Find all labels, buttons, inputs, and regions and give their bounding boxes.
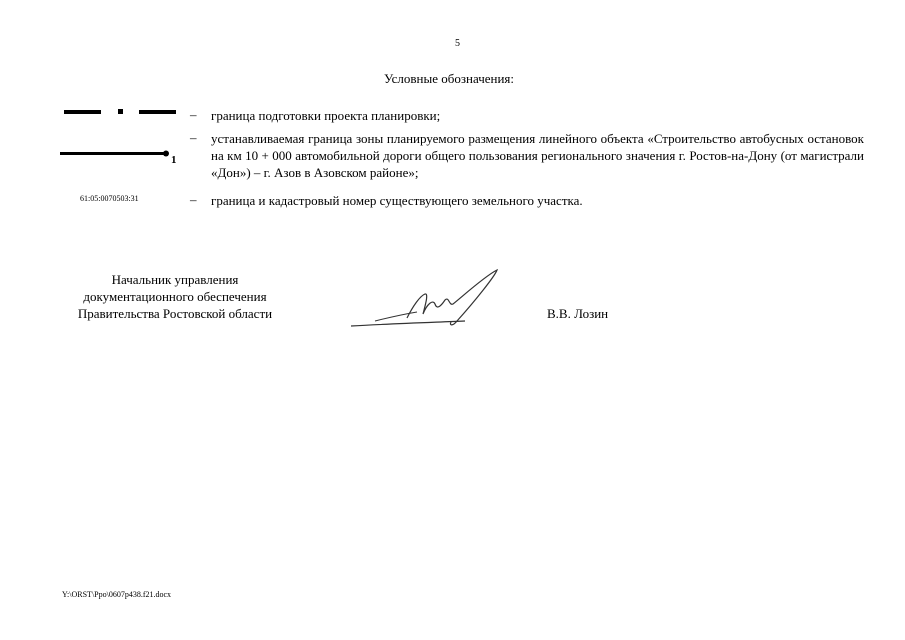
file-path: Y:\ORST\Ppo\0607p438.f21.docx [62,590,172,599]
legend-text-placement-zone: устанавливаемая граница зоны планируемого размещения линейного объекта «Строительство автобусных остановок на км 10 + 000 автомобильной дороги общего пользования регионального значения г. Ростов-на-Дону (от магистрали «Дон») – г. Азов в Азовском районе»; [211,131,864,180]
cadastral-number-label: 61:05:0070503:31 [80,194,139,203]
signatory-title-line: Начальник управления [111,272,239,287]
symbol-dash-2 [139,110,176,114]
signatory-title [60,271,290,322]
signatory-name: В.В. Лозин [547,306,609,321]
legend-dash: – [190,107,197,122]
signature-stroke [407,270,497,325]
signatory-title-line: Правительства Ростовской области [77,306,273,321]
symbol-point [163,151,169,157]
symbol-number-label: 1 [171,154,177,166]
legend-dash: – [190,130,197,145]
legend-text-planning-boundary: граница подготовки проекта планировки; [211,108,441,123]
legend-title: Условные обозначения: [384,71,515,86]
page-number: 5 [455,38,460,49]
symbol-dot [118,109,123,114]
signatory-title-line: документационного обеспечения [83,289,267,304]
handwritten-signature [345,266,505,336]
legend-dash: – [190,192,197,207]
solid-line-with-point-symbol [60,149,170,159]
symbol-dash-1 [64,110,101,114]
dash-dot-line-symbol [64,108,176,116]
signature-stroke [375,312,417,321]
symbol-solid-line [60,152,164,155]
legend-text-cadastral-parcel: граница и кадастровый номер существующего земельного участка. [211,193,583,208]
signature-stroke [351,321,465,326]
